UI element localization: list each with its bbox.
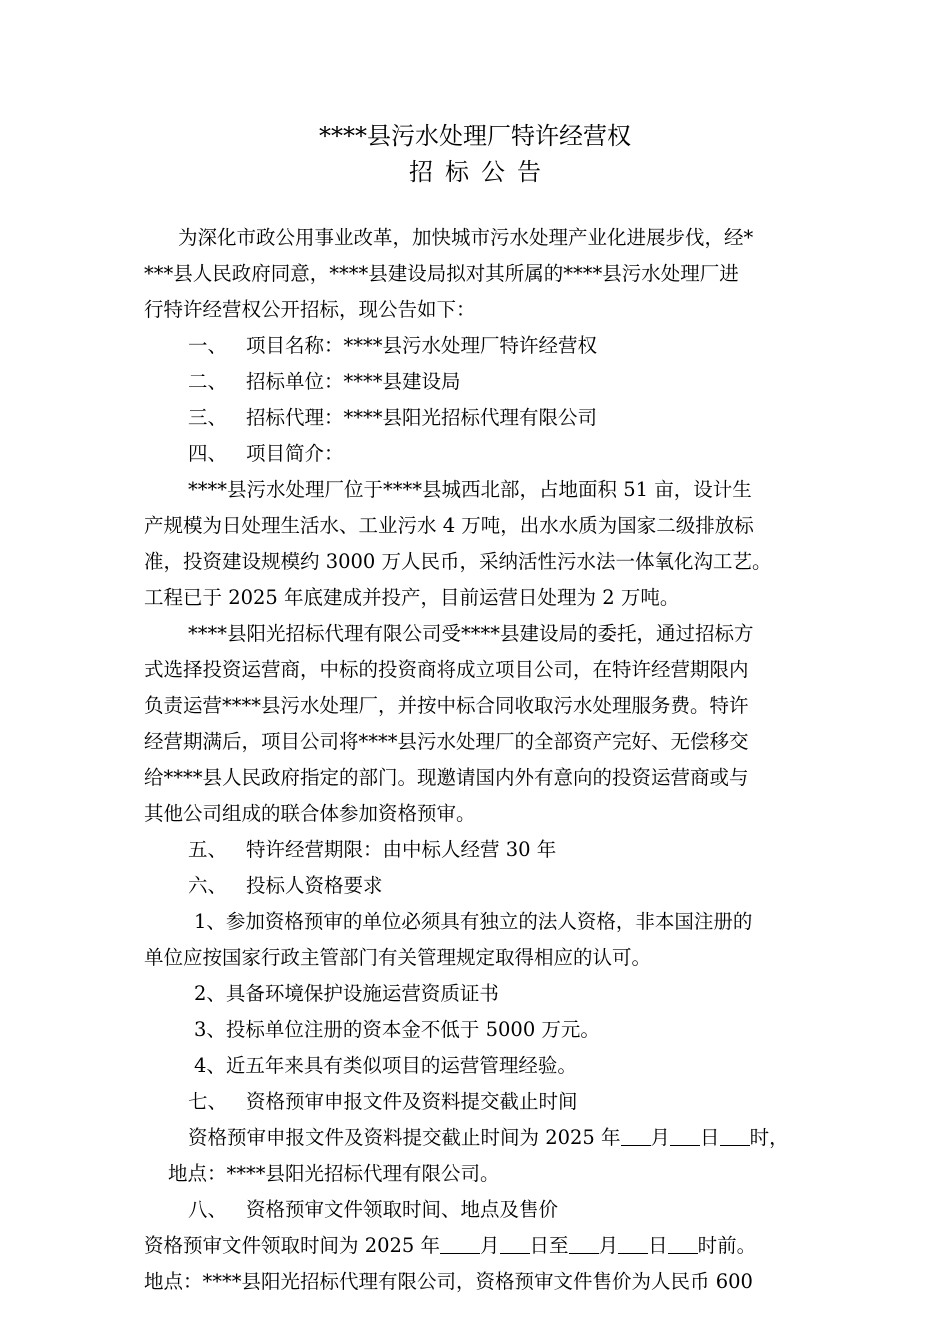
section-number: 八、 <box>188 1198 228 1221</box>
pickup-text: 资格预审文件领取时间为 2025 年 <box>144 1234 441 1257</box>
intro-line: 行特许经营权公开招标，现公告如下： <box>144 298 476 321</box>
deadline-location: 地点：****县阳光招标代理有限公司。 <box>168 1162 500 1185</box>
day2-blank <box>618 1231 648 1254</box>
agency-line: 其他公司组成的联合体参加资格预审。 <box>144 802 476 825</box>
section-text: 资格预审申报文件及资料提交截止时间 <box>246 1090 578 1113</box>
document-body <box>144 220 820 1300</box>
month-label: 月 <box>650 1126 671 1149</box>
pickup-location: 地点：****县阳光招标代理有限公司，资格预审文件售价为人民币 600 <box>144 1270 753 1293</box>
document-title: ****县污水处理厂特许经营权 <box>319 122 631 150</box>
day-to-label: 日至 <box>529 1234 569 1257</box>
pickup-line <box>144 1228 820 1264</box>
requirement-1: 1、参加资格预审的单位必须具有独立的法人资格，非本国注册的 <box>194 910 753 933</box>
section-text: 项目简介： <box>246 442 344 465</box>
project-intro-line: 产规模为日处理生活水、工业污水 4 万吨，出水水质为国家二级排放标 <box>144 514 754 537</box>
hour-blank <box>720 1123 750 1146</box>
deadline-text: 资格预审申报文件及资料提交截止时间为 2025 年 <box>188 1126 621 1149</box>
section-7 <box>144 1084 820 1120</box>
section-number: 一、 <box>188 334 228 357</box>
hour-label: 时， <box>749 1126 789 1149</box>
intro-line: 为深化市政公用事业改革，加快城市污水处理产业化进展步伐，经* <box>178 226 754 249</box>
section-5 <box>144 832 820 868</box>
deadline-line <box>144 1120 820 1156</box>
section-number: 七、 <box>188 1090 228 1113</box>
section-1 <box>144 328 820 364</box>
requirement-1-cont: 单位应按国家行政主管部门有关管理规定取得相应的认可。 <box>144 946 652 969</box>
agency-line: 给****县人民政府指定的部门。现邀请国内外有意向的投资运营商或与 <box>144 766 749 789</box>
project-intro-line: 准，投资建设规模约 3000 万人民币，采纳活性污水法一体氧化沟工艺。 <box>144 550 772 573</box>
requirement-2: 2、具备环境保护设施运营资质证书 <box>194 982 499 1005</box>
day2-label: 日 <box>648 1234 668 1257</box>
section-text: 招标代理：****县阳光招标代理有限公司 <box>246 406 598 429</box>
requirement-4: 4、近五年来具有类似项目的运营管理经验。 <box>194 1054 577 1077</box>
section-text: 特许经营期限：由中标人经营 30 年 <box>246 838 557 861</box>
section-3 <box>144 400 820 436</box>
section-number: 二、 <box>188 370 228 393</box>
document-subtitle: 招标公告 <box>409 158 553 186</box>
pickup-suffix: 时前。 <box>697 1234 757 1257</box>
section-number: 三、 <box>188 406 228 429</box>
requirement-3: 3、投标单位注册的资本金不低于 5000 万元。 <box>194 1018 600 1041</box>
project-intro-line: ****县污水处理厂位于****县城西北部，占地面积 51 亩，设计生 <box>188 478 752 501</box>
agency-line: ****县阳光招标代理有限公司受****县建设局的委托，通过招标方 <box>188 622 754 645</box>
section-number: 六、 <box>188 874 228 897</box>
month2-blank <box>569 1231 599 1254</box>
section-text: 资格预审文件领取时间、地点及售价 <box>246 1198 559 1221</box>
month-label: 月 <box>480 1234 500 1257</box>
agency-line: 经营期满后，项目公司将****县污水处理厂的全部资产完好、无偿移交 <box>144 730 749 753</box>
section-number: 四、 <box>188 442 228 465</box>
section-text: 项目名称：****县污水处理厂特许经营权 <box>246 334 598 357</box>
agency-line: 式选择投资运营商，中标的投资商将成立项目公司，在特许经营期限内 <box>144 658 749 681</box>
section-2 <box>144 364 820 400</box>
section-8 <box>144 1192 820 1228</box>
section-number: 五、 <box>188 838 228 861</box>
day-blank <box>500 1231 530 1254</box>
section-4 <box>144 436 820 472</box>
day-label: 日 <box>700 1126 720 1149</box>
section-text: 投标人资格要求 <box>246 874 383 897</box>
section-6 <box>144 868 820 904</box>
month-blank <box>440 1231 480 1254</box>
day-blank <box>670 1123 700 1146</box>
month2-label: 月 <box>598 1234 619 1257</box>
agency-line: 负责运营****县污水处理厂，并按中标合同收取污水处理服务费。特许 <box>144 694 749 717</box>
intro-line: ***县人民政府同意，****县建设局拟对其所属的****县污水处理厂进 <box>144 262 739 285</box>
month-blank <box>621 1123 651 1146</box>
project-intro-line: 工程已于 2025 年底建成并投产，目前运营日处理为 2 万吨。 <box>144 586 680 609</box>
section-text: 招标单位：****县建设局 <box>246 370 461 393</box>
hour-blank <box>668 1231 698 1254</box>
